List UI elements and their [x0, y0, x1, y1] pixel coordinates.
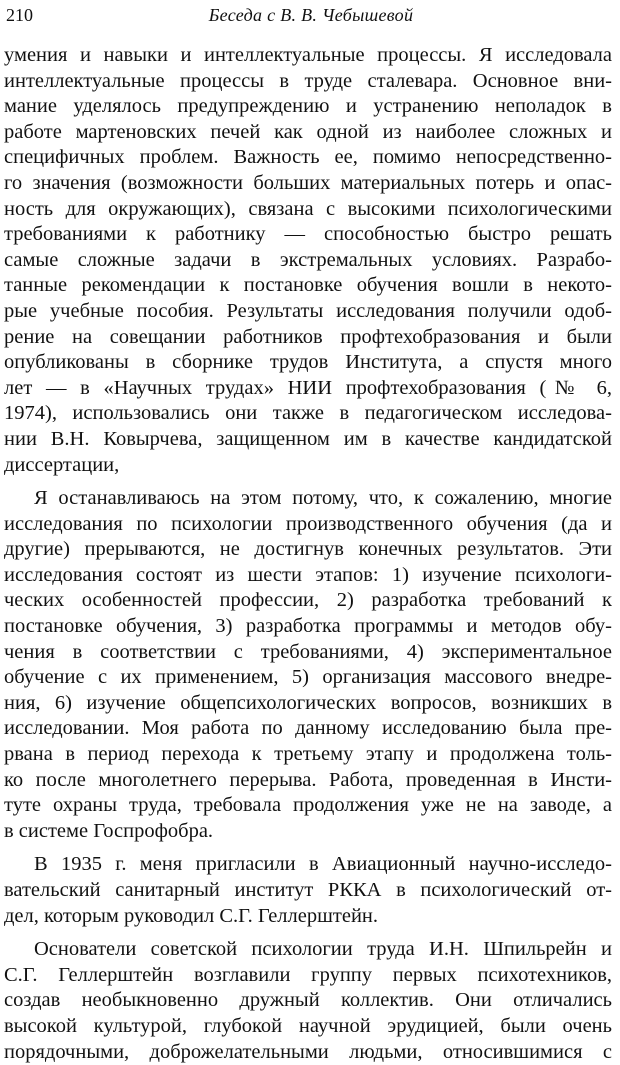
- paragraph: [4, 43, 612, 478]
- body-text: [4, 43, 612, 1065]
- paragraph-gap: [4, 478, 612, 486]
- text-line: обучение с их применением, 5) организация массового внедре-: [4, 666, 612, 689]
- text-line: диссертации,: [4, 453, 120, 476]
- text-line: го значения (возможности больших материальных потерь и опас-: [4, 171, 612, 194]
- text-line: самые сложные задачи в экстремальных условиях. Разрабо-: [4, 248, 612, 271]
- page-number: 210: [6, 5, 33, 25]
- text-line: ность для окружающих), связана с высокими психологическими: [4, 197, 612, 220]
- text-line: специфичных проблем. Важность ее, помимо непосредственно-: [4, 146, 612, 169]
- text-line: создав необыкновенно дружный коллектив. Они отличались: [4, 989, 612, 1012]
- paragraph: [4, 852, 612, 929]
- paragraph-gap: [4, 929, 612, 937]
- text-line: работе мартеновских печей как одной из наиболее сложных и: [4, 120, 612, 143]
- text-line: чения в соответствии с требованиями, 4) экспериментальное: [4, 640, 612, 663]
- paragraph-gap: [4, 844, 612, 852]
- text-line: рые учебные пособия. Результаты исследования получили одоб-: [4, 299, 612, 322]
- text-line: требованиями к работнику — способностью быстро решать: [4, 223, 612, 246]
- text-line: ния, 6) изучение общепсихологических вопросов, возникших в: [4, 691, 612, 714]
- text-line: нии В.Н. Ковырчева, защищенном им в качестве кандидатской: [4, 427, 612, 450]
- text-line: дел, которым руководил С.Г. Геллерштейн.: [4, 904, 379, 927]
- text-line: рвана в период перехода к третьему этапу и продолжена толь-: [4, 743, 612, 766]
- text-line: ко после многолетнего перерыва. Работа, проведенная в Инсти-: [4, 768, 612, 791]
- running-title: Беседа с В. В. Чебышевой: [208, 5, 414, 25]
- text-line: С.Г. Геллерштейн возглавили группу первых психотехников,: [4, 963, 612, 986]
- text-line: вательский санитарный институт РККА в психологический от-: [4, 879, 612, 901]
- text-line: Основатели советской психологии труда И.Н. Шпильрейн и: [34, 938, 612, 961]
- text-line: Я останавливаюсь на этом потому, что, к сожалению, многие: [34, 487, 612, 510]
- text-line: исследования состоят из шести этапов: 1) изучение психологи-: [4, 563, 612, 586]
- text-line: лет — в «Научных трудах» НИИ профтехобразования (№ 6,: [4, 376, 612, 399]
- paragraph: [4, 937, 612, 1065]
- text-line: ческих особенностей профессии, 2) разработка требований к: [4, 589, 612, 612]
- paragraph: [4, 486, 612, 844]
- text-line: танные рекомендации к постановке обучения вошли в некото-: [4, 274, 612, 297]
- text-line: в системе Госпрофобра.: [4, 819, 214, 842]
- text-line: В 1935 г. меня пригласили в Авиационный научно-исследо-: [34, 853, 612, 876]
- text-line: 1974), использовались они также в педагогическом исследова-: [4, 402, 612, 425]
- text-line: постановке обучения, 3) разработка программы и методов обу-: [4, 615, 612, 638]
- text-line: умения и навыки и интеллектуальные процессы. Я исследовала: [4, 44, 612, 66]
- text-line: исследования по психологии производственного обучения (да и: [4, 512, 612, 535]
- text-line: исследовании. Моя работа по данному исследованию была пре-: [4, 717, 612, 740]
- text-line: опубликованы в сборнике трудов Института, а спустя много: [4, 351, 612, 374]
- text-line: другие) прерываются, не достигнув конечных результатов. Эти: [4, 538, 612, 561]
- text-line: мание уделялось предупреждению и устранению неполадок в: [4, 95, 612, 118]
- running-head: [6, 4, 616, 26]
- text-line: высокой культурой, глубокой научной эрудицией, были очень: [4, 1014, 612, 1037]
- text-line: рение на совещании работников профтехобразования и были: [4, 325, 612, 348]
- text-line: туте охраны труда, требовала продолжения уже не на заводе, а: [4, 794, 612, 817]
- text-line: порядочными, доброжелательными людьми, относившимися с: [4, 1040, 612, 1063]
- text-line: интеллектуальные процессы в труде сталевара. Основное вни-: [4, 69, 612, 92]
